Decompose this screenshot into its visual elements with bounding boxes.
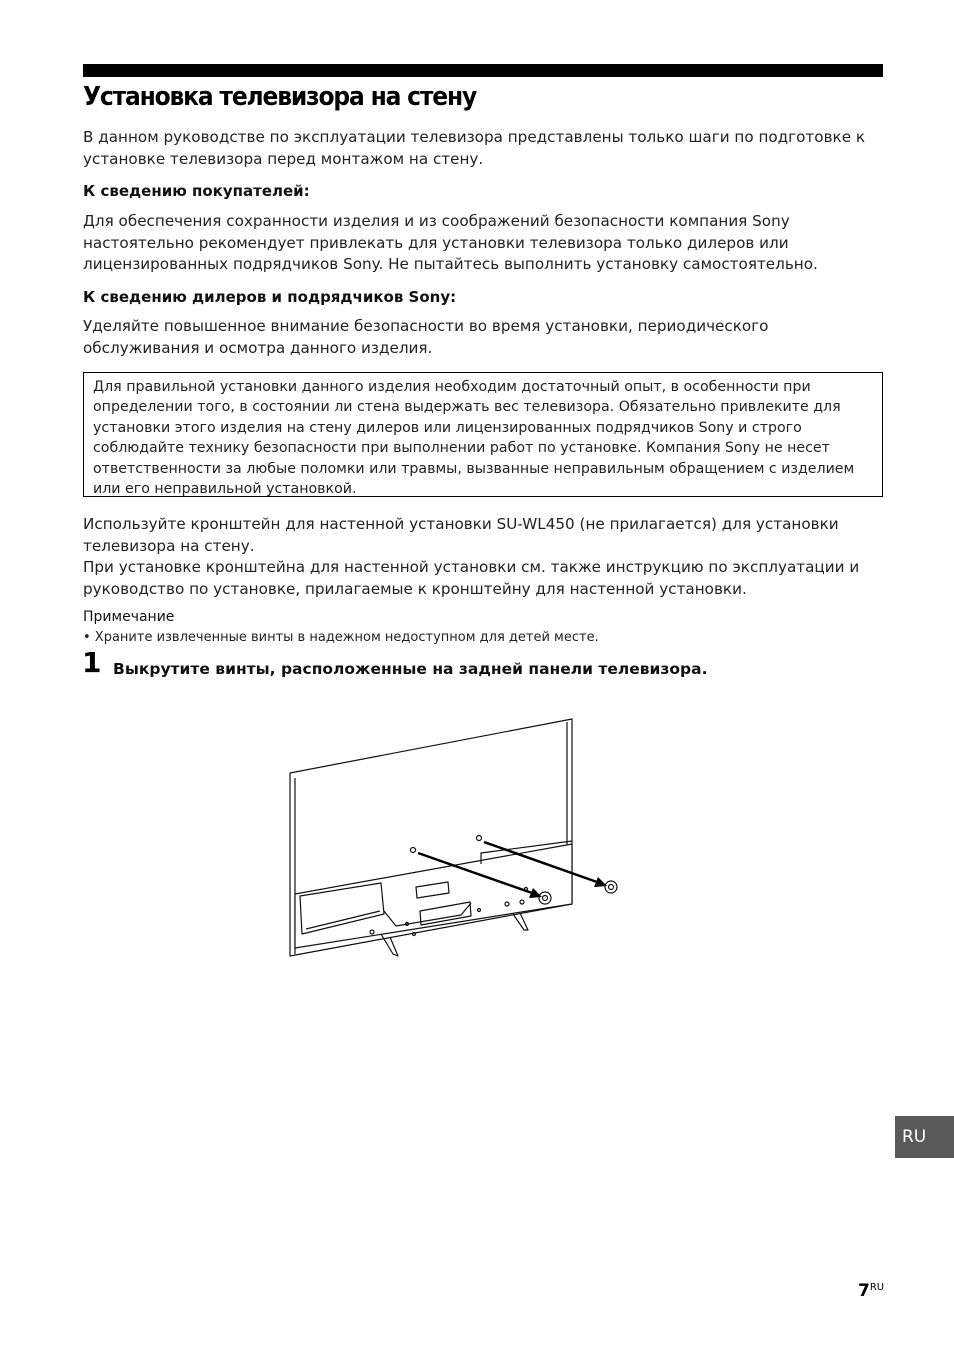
tv-rear-screw-removal-icon [286, 716, 626, 970]
note-label: Примечание [83, 609, 175, 625]
step-text: Выкрутите винты, расположенные на задней панели телевизора. [113, 660, 708, 678]
note-item: • Храните извлеченные винты в надежном недоступном для детей месте. [83, 630, 599, 645]
dealers-paragraph: Уделяйте повышенное внимание безопасности во время установки, периодического обслуживания и осмотра данного изделия. [83, 317, 769, 357]
dealers-heading: К сведению дилеров и подрядчиков Sony: [83, 288, 457, 306]
top-rule [83, 64, 883, 77]
step-number: 1 [82, 646, 102, 679]
intro-paragraph: В данном руководстве по эксплуатации телевизора представлены только шаги по подготовке к установке телевизора перед монтажом на стену. [83, 128, 866, 168]
page-number-suffix: RU [869, 1282, 885, 1293]
page-number-value: 7 [858, 1281, 870, 1301]
customers-heading: К сведению покупателей: [83, 182, 310, 200]
bracket-instructions-paragraph: При установке кронштейна для настенной установки см. также инструкцию по эксплуатации и руководство по установке, прилагаемые к кронштейну для настенной установки. [83, 558, 860, 598]
safety-warning-text: Для правильной установки данного изделия необходим достаточный опыт, в особенности при определении того, в состоянии ли стена выдержать вес телевизора. Обязательно привлеките для установки этого изделия на стену дилеров или лицензированных подрядчиков Sony и строго соблюдайте технику безопасности при выполнении работ по установке. Компания Sony не несет ответственности за любые поломки или травмы, вызванные неправильным обращением с изделием или его неправильной установкой. [93, 379, 855, 498]
page-title: Установка телевизора на стену [83, 82, 477, 112]
bracket-paragraph: Используйте кронштейн для настенной установки SU-WL450 (не прилагается) для установки телевизора на стену. [83, 515, 839, 555]
page-number [858, 1281, 884, 1301]
customers-paragraph: Для обеспечения сохранности изделия и из соображений безопасности компания Sony настоятельно рекомендует привлекать для установки телевизора только дилеров или лицензированных подрядчиков Sony. Не пытайтесь выполнить установку самостоятельно. [83, 212, 818, 273]
language-tab: RU [895, 1116, 954, 1158]
safety-warning-box [83, 372, 883, 497]
